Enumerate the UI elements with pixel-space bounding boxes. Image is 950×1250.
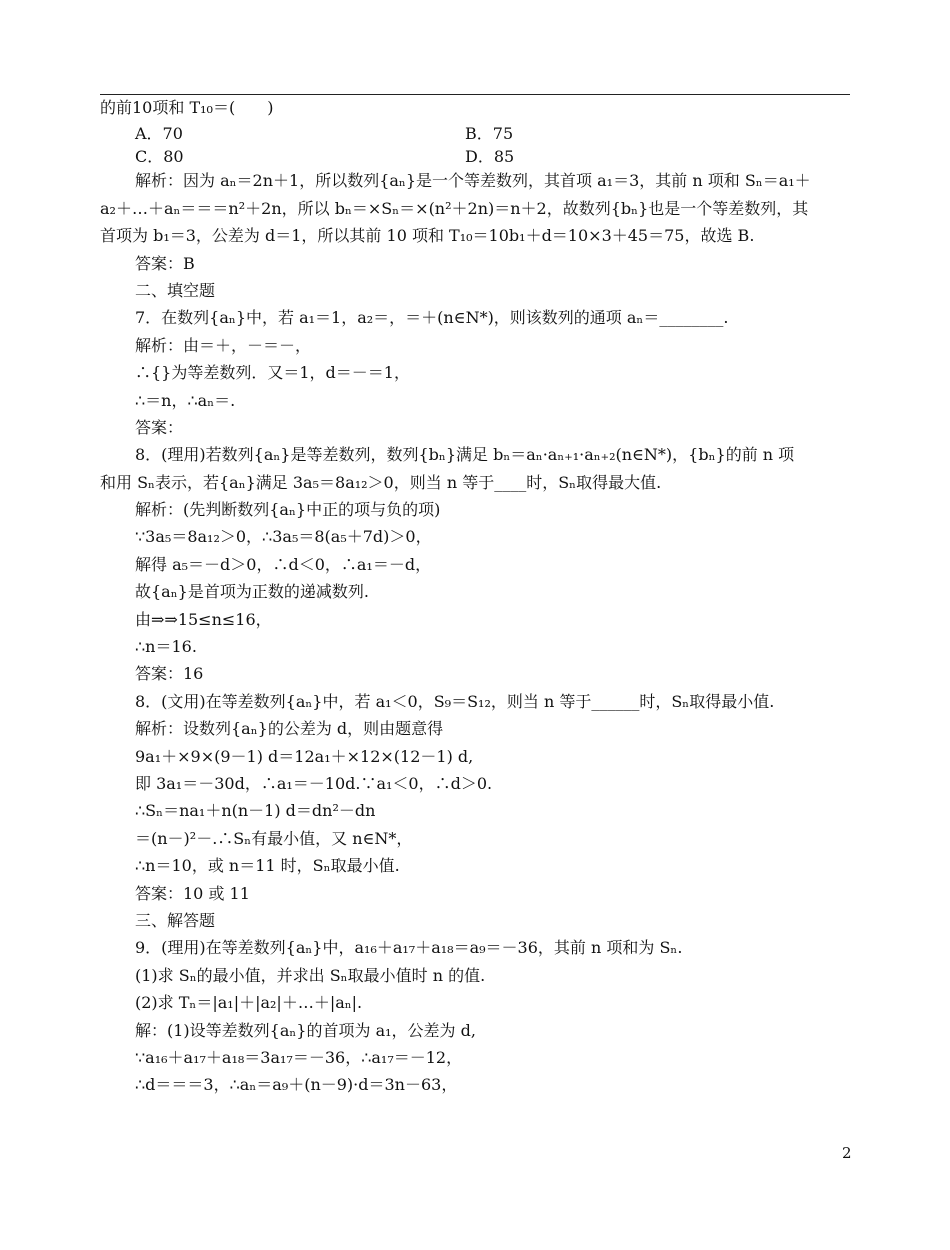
- text-line: ∵a₁₆＋a₁₇＋a₁₈＝3a₁₇＝－36，∴a₁₇＝－12，: [135, 1047, 463, 1067]
- option-a: A．70: [135, 124, 183, 144]
- option-d: D．85: [465, 147, 515, 167]
- text-line: 解析：(先判断数列{aₙ}中正的项与负的项): [135, 500, 441, 520]
- option-c: C．80: [135, 147, 184, 167]
- text-line: (2)求 Tₙ＝|a₁|＋|a₂|＋…＋|aₙ|.: [135, 993, 363, 1013]
- text-line: 解析：由＝＋，－＝－，: [135, 335, 312, 355]
- text-line: 9．(理用)在等差数列{aₙ}中，a₁₆＋a₁₇＋a₁₈＝a₉＝－36，其前 n 项和为 Sₙ.: [135, 938, 683, 958]
- text-line: 由⇒⇒15≤n≤16，: [135, 609, 272, 629]
- text-line: 解析：设数列{aₙ}的公差为 d，则由题意得: [135, 719, 444, 739]
- text-line: ∴n＝16.: [135, 637, 197, 657]
- text-line: 7．在数列{aₙ}中，若 a₁＝1，a₂＝，＝＋(n∈N*)，则该数列的通项 aₙ＝________.: [135, 308, 729, 328]
- answer-line: 答案：16: [135, 664, 204, 684]
- options-row-2: [100, 144, 860, 167]
- text-line: 解：(1)设等差数列{aₙ}的首项为 a₁，公差为 d,: [135, 1020, 476, 1040]
- text-line: ＝(n－)²－.∴Sₙ有最小值，又 n∈N*，: [135, 828, 413, 848]
- text-line: ∴d＝＝＝3，∴aₙ＝a₉＋(n－9)·d＝3n－63，: [135, 1075, 458, 1095]
- answer-line: 答案：B: [135, 253, 195, 273]
- text-line: 首项为 b₁＝3，公差为 d＝1，所以其前 10 项和 T₁₀＝10b₁＋d＝10×3＋45＝75，故选 B.: [100, 226, 755, 246]
- text-line: 即 3a₁＝－30d，∴a₁＝－10d.∵a₁＜0，∴d＞0.: [135, 773, 493, 793]
- text-line: 和用 Sₙ表示，若{aₙ}满足 3a₅＝8a₁₂＞0，则当 n 等于____时，Sₙ取得最大值.: [100, 472, 662, 492]
- section-heading: 三、解答题: [135, 910, 216, 930]
- answer-line: 答案：10 或 11: [135, 883, 250, 903]
- text-line: ∵3a₅＝8a₁₂＞0，∴3a₅＝8(a₅＋7d)＞0，: [135, 527, 432, 547]
- text-line: 解析：因为 aₙ＝2n＋1，所以数列{aₙ}是一个等差数列，其首项 a₁＝3，其前 n 项和 Sₙ＝a₁＋: [135, 171, 811, 191]
- answer-line: 答案：: [135, 417, 184, 437]
- text-line: ∴{}为等差数列．又＝1，d＝－＝1，: [135, 363, 410, 383]
- question-tail: 的前10项和 T₁₀＝( ): [100, 98, 274, 117]
- text-line: 故{aₙ}是首项为正数的递减数列.: [135, 582, 369, 602]
- text-line: 8．(文用)在等差数列{aₙ}中，若 a₁＜0，S₉＝S₁₂，则当 n 等于______时，Sₙ取得最小值.: [135, 691, 775, 711]
- text-line: ∴＝n，∴aₙ＝.: [135, 390, 236, 410]
- text-line: a₂＋…＋aₙ＝＝＝n²＋2n，所以 bₙ＝×Sₙ＝×(n²＋2n)＝n＋2，故数列{bₙ}也是一个等差数列，其: [100, 198, 809, 218]
- text-line: ∴Sₙ＝na₁＋n(n－1) d＝dn²－dn: [135, 801, 376, 821]
- text-line: (1)求 Sₙ的最小值，并求出 Sₙ取最小值时 n 的值.: [135, 965, 486, 985]
- options-row-1: [100, 121, 860, 144]
- option-b: B．75: [465, 124, 514, 144]
- document-body: [100, 94, 860, 1099]
- text-line: 解得 a₅＝－d＞0，∴d＜0，∴a₁＝－d，: [135, 554, 432, 574]
- page-number: 2: [842, 1144, 852, 1162]
- text-line: 9a₁＋×9×(9－1) d＝12a₁＋×12×(12－1) d,: [135, 746, 474, 766]
- section-heading: 二、填空题: [135, 280, 216, 300]
- text-line: ∴n＝10，或 n＝11 时，Sₙ取最小值.: [135, 856, 400, 876]
- text-line: 8．(理用)若数列{aₙ}是等差数列，数列{bₙ}满足 bₙ＝aₙ·aₙ₊₁·aₙ₊₂(n∈N*)，{bₙ}的前 n 项: [135, 445, 795, 465]
